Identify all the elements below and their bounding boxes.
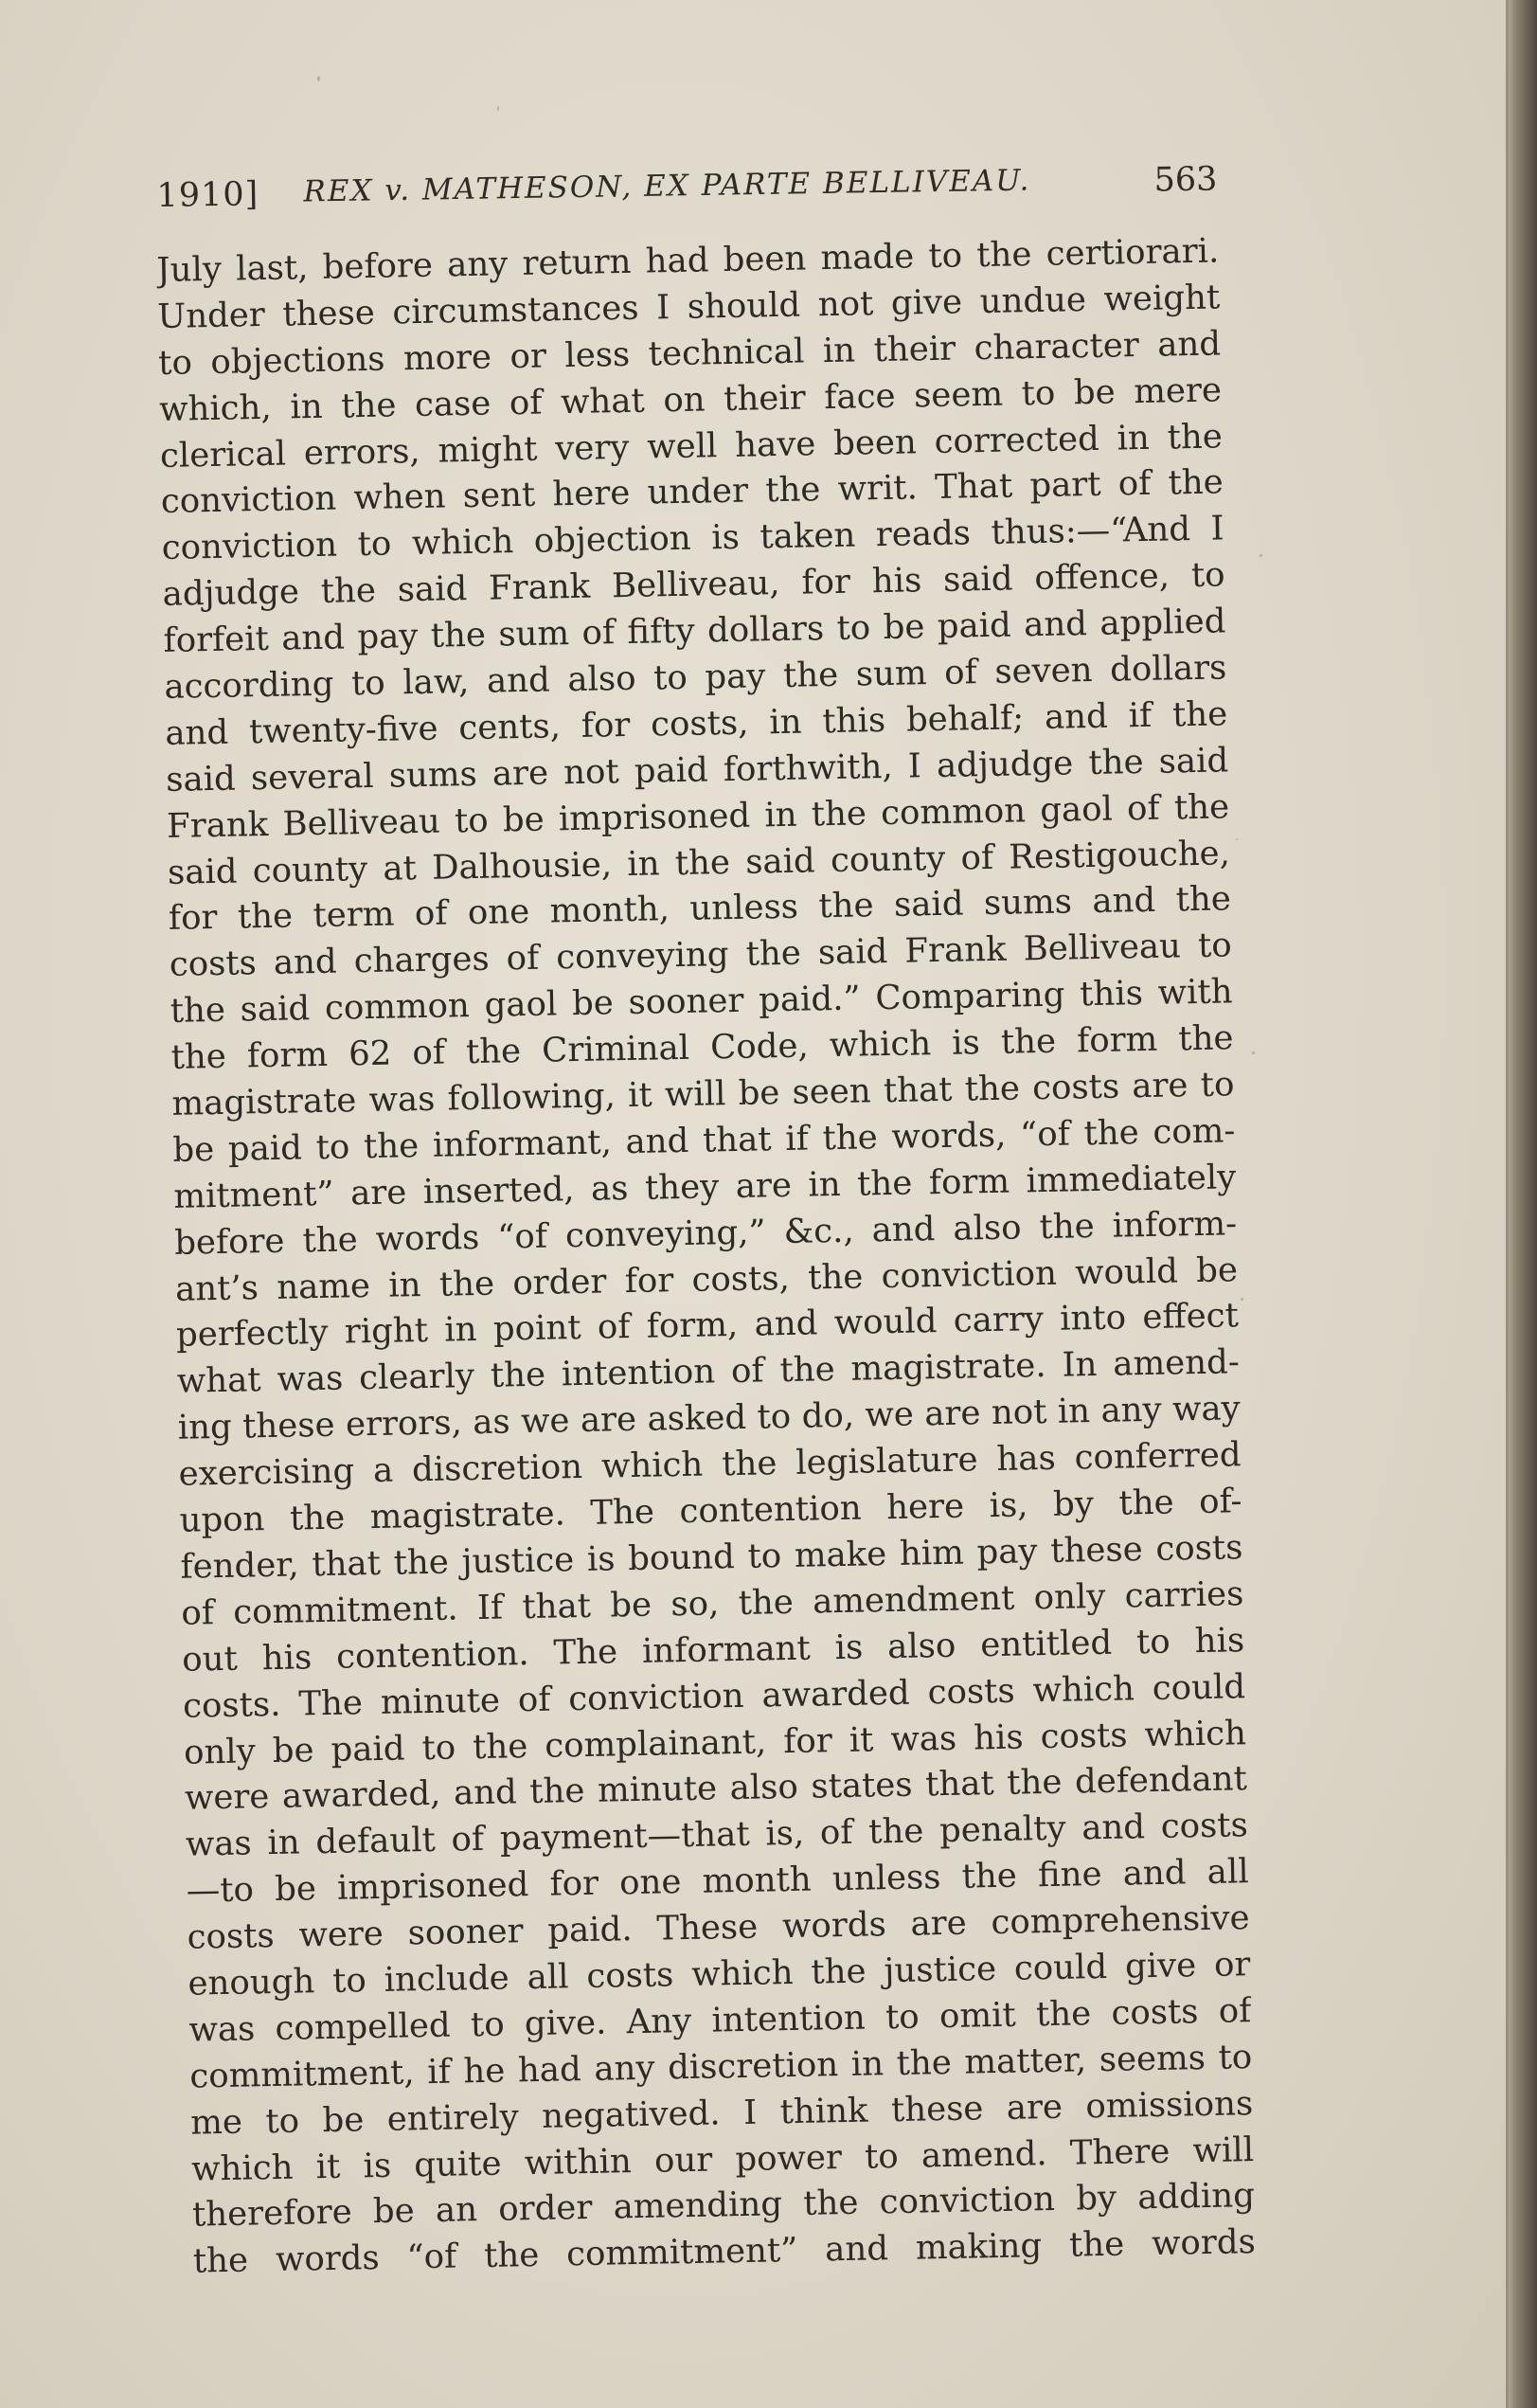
paper-speck (1236, 838, 1238, 840)
text-line: —to be imprisoned for one month unless the fine and all (186, 1852, 1249, 1911)
text-line: said several sums are not paid forthwith, I adjudge the said (165, 741, 1229, 800)
text-line: Frank Belliveau to be imprisoned in the common gaol of the (166, 787, 1230, 846)
text-line: costs and charges of conveying the said Frank Belliveau to (169, 925, 1233, 985)
paper-speck (1260, 554, 1262, 557)
text-line: me to be entirely negatived. I think these are omissions (189, 2083, 1254, 2143)
text-line: the said common gaol be sooner paid.” Comparing this with (170, 972, 1233, 1032)
text-line: was in default of payment—that is, of the penalty and costs (185, 1806, 1249, 1864)
text-line: the form 62 of the Criminal Code, which is the form the (170, 1018, 1234, 1077)
text-line: only be paid to the complainant, for it was his costs which (183, 1713, 1247, 1772)
text-line: July last, before any return had been made to the certiorari. (156, 231, 1220, 290)
text-line: magistrate was following, it will be seen that the costs are to (171, 1065, 1235, 1123)
text-line: conviction when sent here under the writ. That part of the (160, 462, 1224, 522)
text-line: to objections more or less technical in their character and (157, 324, 1222, 383)
text-line: clerical errors, might very well have been corrected in the (159, 416, 1224, 476)
book-spine-shadow (1506, 0, 1537, 2408)
page-number: 563 (1153, 160, 1218, 200)
text-line: for the term of one month, unless the said sums and the (168, 879, 1232, 939)
text-line: of commitment. If that be so, the amendment only carries (181, 1574, 1244, 1633)
running-header (156, 149, 1218, 223)
text-line: were awarded, and the minute also states that the defendant (184, 1759, 1248, 1819)
text-line: conviction to which objection is taken reads thus:—“And I (161, 509, 1224, 568)
text-line: what was clearly the intention of the magistrate. In amend- (176, 1342, 1241, 1402)
text-line: commitment, if he had any discretion in the matter, seems to (188, 2037, 1253, 2096)
paper-speck (497, 106, 499, 111)
text-line: fender, that the justice is bound to make him pay these costs (180, 1528, 1243, 1587)
text-line: said county at Dalhousie, in the said county of Restigouche, (167, 833, 1231, 892)
text-line: and twenty-five cents, for costs, in this behalf; and if the (165, 694, 1228, 753)
text-line: therefore be an order amending the conviction by adding (191, 2176, 1256, 2236)
text-line: forfeit and pay the sum of fifty dollars to be paid and applied (163, 602, 1226, 661)
text-line: upon the magistrate. The contention here is, by the of- (179, 1482, 1242, 1540)
text-line: out his contention. The informant is also entitled to his (181, 1620, 1245, 1680)
text-line: before the words “of conveying,” &c., and also the inform- (173, 1203, 1238, 1263)
text-line: ant’s name in the order for costs, the conviction would be (174, 1249, 1239, 1309)
text-line: exercising a discretion which the legislature has conferred (178, 1435, 1242, 1494)
text-line: perfectly right in point of form, and would carry into effect (175, 1296, 1240, 1356)
text-line: was compelled to give. Any intention to omit the costs of (188, 1990, 1252, 2050)
paper-speck (317, 76, 320, 81)
text-line: mitment” are inserted, as they are in the form immediately (172, 1158, 1237, 1216)
text-line: according to law, and also to pay the sum of seven dollars (164, 648, 1227, 707)
text-line: ing these errors, as we are asked to do, we are not in any way (177, 1389, 1242, 1448)
text-line: costs were sooner paid. These words are comprehensive (187, 1898, 1250, 1957)
running-title: REX v. MATHESON, EX PARTE BELLIVEAU. (303, 163, 1031, 209)
text-line: adjudge the said Frank Belliveau, for his said offence, to (162, 555, 1225, 615)
text-line: the words “of the commitment” and making the words (192, 2222, 1257, 2281)
text-line: which it is quite within our power to amend. There will (190, 2129, 1255, 2189)
text-line: Under these circumstances I should not give undue weight (156, 278, 1221, 336)
body-text (156, 228, 1256, 2285)
text-line: which, in the case of what on their face seem to be mere (158, 370, 1223, 429)
text-line: costs. The minute of conviction awarded costs which could (182, 1666, 1246, 1726)
paper-speck (1241, 1298, 1243, 1301)
text-line: enough to include all costs which the justice could give or (188, 1945, 1251, 2004)
paper-speck (1252, 1051, 1255, 1054)
text-line: be paid to the informant, and that if the words, “of the com- (172, 1111, 1236, 1170)
header-year: 1910] (156, 175, 259, 215)
